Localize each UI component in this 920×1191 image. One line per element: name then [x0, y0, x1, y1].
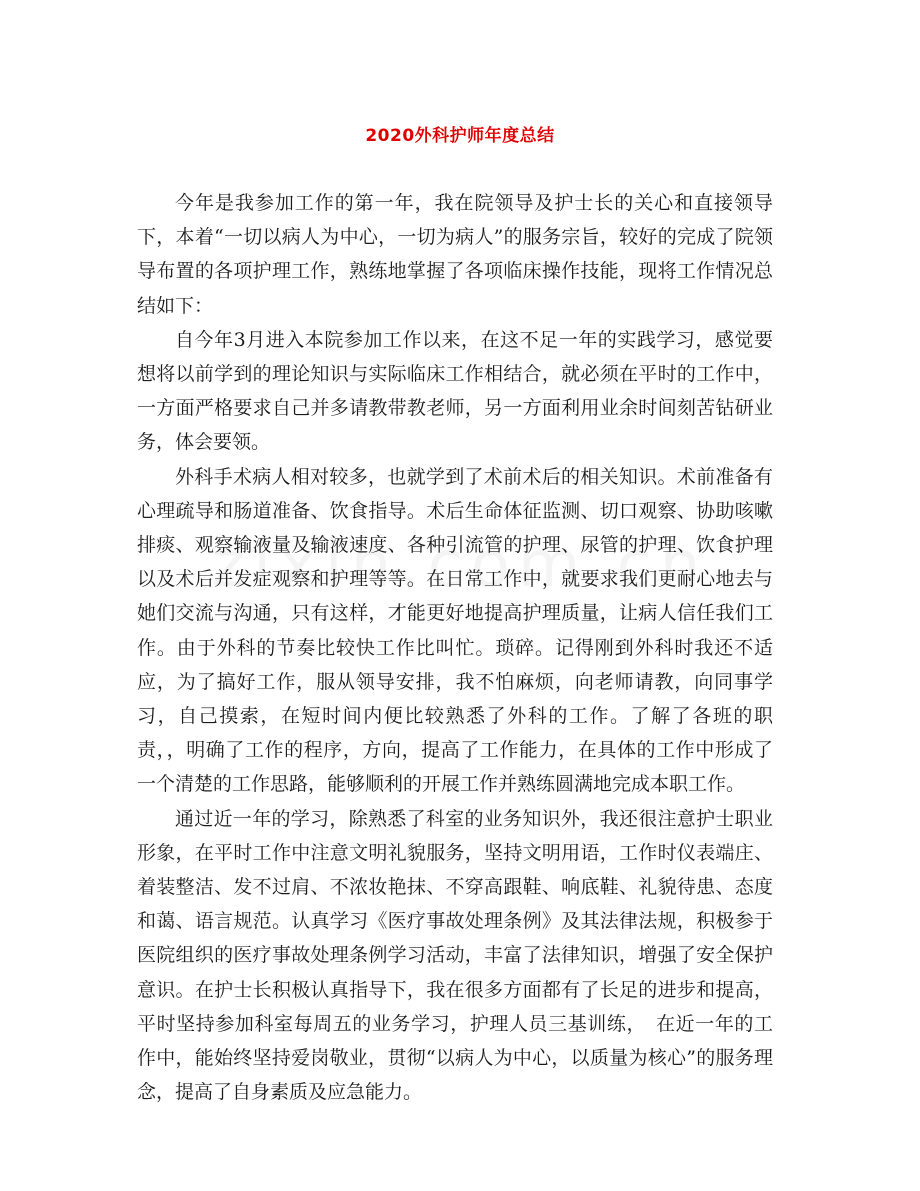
document-body [137, 186, 773, 1109]
paragraph-2: 自今年3月进入本院参加工作以来，在这不足一年的实践学习，感觉要想将以前学到的理论知识与实际临床工作相结合，就必须在平时的工作中，一方面严格要求自己并多请教带教老师，另一方面利用业余时间刻苦钻研业务，体会要领。 [137, 328, 773, 454]
paragraph-4: 通过近一年的学习，除熟悉了科室的业务知识外，我还很注意护士职业形象，在平时工作中注意文明礼貌服务，坚持文明用语，工作时仪表端庄、着装整洁、发不过肩、不浓妆艳抹、不穿高跟鞋、响底鞋、礼貌待患、态度和蔼、语言规范。认真学习《医疗事故处理条例》及其法律法规，积极参于医院组织的医疗事故处理条例学习活动，丰富了法律知识，增强了安全保护意识。在护士长积极认真指导下，我在很多方面都有了长足的进步和提高，平时坚持参加科室每周五的业务学习，护理人员三基训练， 在近一年的工作中，能始终坚持爱岗敬业，贯彻“以病人为中心，以质量为核心”的服务理念，提高了自身素质及应急能力。 [137, 807, 773, 1104]
paragraph-3: 外科手术病人相对较多，也就学到了术前术后的相关知识。术前准备有心理疏导和肠道准备、饮食指导。术后生命体征监测、切口观察、协助咳嗽排痰、观察输液量及输液速度、各种引流管的护理、尿管的护理、饮食护理以及术后并发症观察和护理等等。在日常工作中，就要求我们更耐心地去与她们交流与沟通，只有这样，才能更好地提高护理质量，让病人信任我们工作。由于外科的节奏比较快工作比叫忙。琐碎。记得刚到外科时我还不适应，为了搞好工作，服从领导安排，我不怕麻烦，向老师请教，向同事学习，自己摸索，在短时间内便比较熟悉了外科的工作。了解了各班的职责，，明确了工作的程序，方向，提高了工作能力，在具体的工作中形成了一个清楚的工作思路，能够顺利的开展工作并熟练圆满地完成本职工作。 [137, 465, 773, 796]
paragraph-1: 今年是我参加工作的第一年，我在院领导及护士长的关心和直接领导下，本着“一切以病人为中心，一切为病人”的服务宗旨，较好的完成了院领导布置的各项护理工作，熟练地掌握了各项临床操作技能，现将工作情况总结如下： [137, 192, 773, 317]
document-title: 2020外科护师年度总结 [365, 126, 555, 146]
